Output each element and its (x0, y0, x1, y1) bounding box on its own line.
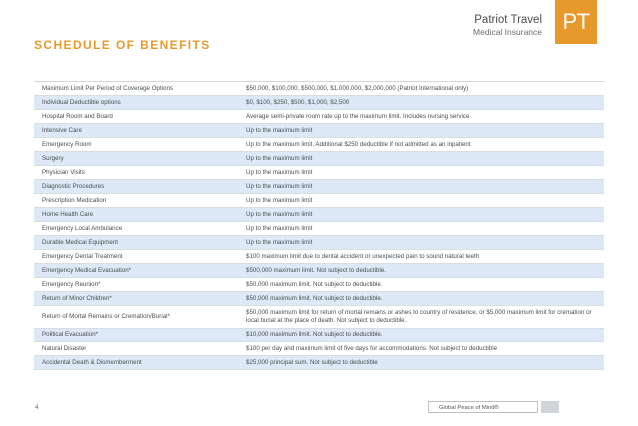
benefit-value: Up to the maximum limit (246, 126, 313, 134)
benefit-value: $100 maximum limit due to dental accident or unexpected pain to sound natural teeth (246, 252, 480, 260)
benefit-value: Average semi-private room rate up to the maximum limit. Includes nursing service (246, 112, 470, 120)
benefit-label: Individual Deductible options (42, 98, 121, 106)
benefit-label: Political Evacuation* (42, 331, 99, 339)
benefit-value: $50,000, $100,000, $500,000, $1,000,000, $2,000,000 (Patriot International only) (246, 84, 469, 92)
benefit-label: Intensive Care (42, 126, 82, 134)
footer-tagline: Global Peace of Mind® (428, 401, 538, 413)
table-row (34, 329, 604, 342)
benefit-label: Surgery (42, 154, 64, 162)
benefit-label: Emergency Local Ambulance (42, 224, 123, 232)
table-row (34, 292, 604, 306)
benefit-label: Emergency Room (42, 140, 92, 148)
table-row (34, 236, 604, 250)
table-row (34, 124, 604, 138)
table-row (34, 222, 604, 236)
table-row (34, 208, 604, 222)
benefit-value: Up to the maximum limit (246, 182, 313, 190)
benefit-value: Up to the maximum limit (246, 210, 313, 218)
benefit-value: Up to the maximum limit. Additional $250 deductible if not admitted as an inpatient (246, 140, 471, 148)
table-row (34, 138, 604, 152)
benefit-label: Prescription Medication (42, 196, 107, 204)
table-row (34, 110, 604, 124)
benefit-label: Durable Medical Equipment (42, 238, 119, 246)
benefit-value: $10,000 maximum limit. Not subject to deductible. (246, 331, 383, 339)
benefit-value: $50,000 maximum limit. Not subject to deductible. (246, 294, 383, 302)
page-number: 4 (35, 404, 39, 411)
table-row (34, 166, 604, 180)
footer-decoration (541, 401, 559, 413)
table-row (34, 356, 604, 370)
benefit-value: Up to the maximum limit (246, 224, 313, 232)
table-row (34, 342, 604, 356)
benefit-label: Accidental Death & Dismemberment (42, 358, 142, 366)
page-title: SCHEDULE OF BENEFITS (34, 38, 211, 52)
benefit-value: Up to the maximum limit (246, 196, 313, 204)
benefit-label: Emergency Reunion* (42, 280, 101, 288)
benefit-label: Hospital Room and Board (42, 112, 113, 120)
pt-logo: PT (555, 0, 597, 44)
benefit-value: $25,000 principal sum. Not subject to deductible (246, 358, 378, 366)
benefit-value: $500,000 maximum limit. Not subject to deductible. (246, 266, 386, 274)
benefit-value: $0, $100, $250, $500, $1,000, $2,500 (246, 98, 350, 106)
brand-name: Patriot Travel (474, 14, 542, 26)
benefit-label: Emergency Medical Evacuation* (42, 266, 132, 274)
table-row (34, 278, 604, 292)
table-row (34, 264, 604, 278)
benefit-value: Up to the maximum limit (246, 238, 313, 246)
brand-name-block (473, 14, 542, 37)
benefit-label: Return of Mortal Remains or Cremation/Burial* (42, 313, 170, 321)
table-row (34, 306, 604, 329)
benefit-value: $100 per day and maximum limit of five days for accommodations. Not subject to deductible (246, 344, 498, 352)
benefit-value: $50,000 maximum limit. Not subject to deductible. (246, 280, 383, 288)
benefit-label: Return of Minor Children* (42, 294, 112, 302)
brand-subtitle: Medical Insurance (473, 27, 542, 37)
benefit-value: Up to the maximum limit (246, 168, 313, 176)
table-row (34, 180, 604, 194)
table-row (34, 82, 604, 96)
benefit-label: Physician Visits (42, 168, 85, 176)
benefit-label: Natural Disaster (42, 344, 87, 352)
table-row (34, 152, 604, 166)
table-row (34, 96, 604, 110)
table-row (34, 194, 604, 208)
benefits-table (34, 81, 604, 370)
benefit-label: Maximum Limit Per Period of Coverage Options (42, 84, 174, 92)
benefit-label: Emergency Dental Treatment (42, 252, 123, 260)
benefit-value: $50,000 maximum limit for return of mortal remains or ashes to country of residence, or $5,000 maximum limit for cremation or local burial at the place of death. Not subject to deductible. (246, 309, 592, 324)
benefit-value: Up to the maximum limit (246, 154, 313, 162)
table-row (34, 250, 604, 264)
benefit-label: Diagnostic Procedures (42, 182, 105, 190)
benefit-label: Home Health Care (42, 210, 94, 218)
